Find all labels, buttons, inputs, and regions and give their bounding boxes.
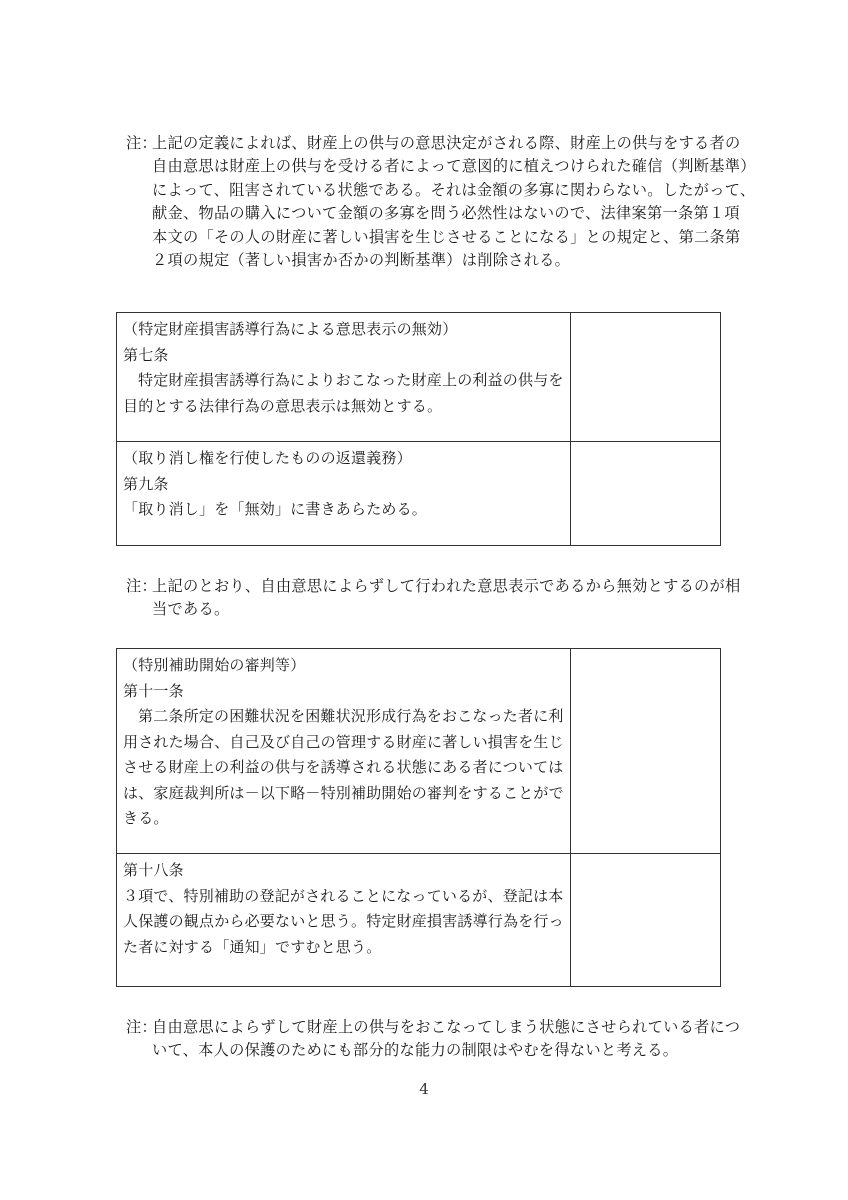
note-1-body (152, 132, 756, 272)
article-line: 目的とする法律行為の意思表示は無効とする。 (123, 396, 443, 415)
comment-cell (571, 649, 720, 853)
article-number: 第七条 (123, 345, 169, 364)
comment-cell (571, 442, 720, 545)
article-line: 第二条所定の困難状況を困難状況形成行為をおこなった者に利 (138, 707, 564, 725)
article-row-18 (117, 854, 720, 986)
article-line: ３項で、特別補助の登記がされることになっているが、登記は本 (123, 886, 564, 905)
note-1-line: 上記の定義によれば、財産上の供与の意思決定がされる際、財産上の供与をする者の (152, 134, 741, 152)
article-line: は、家庭裁判所は－以下略－特別補助開始の審判をすることがで (123, 783, 564, 802)
article-number: 第十一条 (123, 681, 184, 700)
note-1-line: 本文の「その人の財産に著しい損害を生じさせることになる」との規定と、第二条第 (152, 227, 741, 246)
comment-cell (571, 313, 720, 441)
article-line: た者に対する「通知」ですむと思う。 (123, 937, 382, 956)
article-line: させる財産上の利益の供与を誘導される状態にある者については (123, 758, 564, 776)
note-3 (126, 1016, 741, 1063)
page-number: 4 (419, 1080, 429, 1098)
note-1 (126, 132, 756, 272)
note-1-line: 自由意思は財産上の供与を受ける者によって意図的に植えつけられた確信（判断基準） (152, 157, 756, 176)
article-row-11 (117, 649, 720, 854)
article-row-7 (117, 313, 720, 442)
note-2-label: 注： (126, 577, 157, 595)
note-3-body (152, 1016, 741, 1063)
note-2 (126, 575, 741, 622)
article-text-cell (117, 649, 571, 853)
article-heading: （特別補助開始の審判等） (123, 656, 306, 674)
note-3-label: 注： (126, 1018, 157, 1036)
article-heading: （特定財産損害誘導行為による意思表示の無効） (123, 320, 458, 338)
note-1-line: 献金、物品の購入について金額の多寡を問う必然性はないので、法律案第一条第１項 (152, 204, 740, 223)
article-row-9 (117, 442, 720, 545)
note-3-line: いて、本人の保護のためにも部分的な能力の制限はやむを得ないと考える。 (152, 1041, 679, 1060)
note-2-body (152, 575, 741, 622)
note-1-line: によって、阻害されている状態である。それは金額の多寡に関わらない。したがって、 (152, 180, 756, 199)
article-table-1 (116, 312, 721, 546)
article-number: 第十八条 (123, 861, 184, 879)
note-3-line: 自由意思によらずして財産上の供与をおこなってしまう状態にさせられている者につ (152, 1018, 741, 1036)
article-line: 特定財産損害誘導行為によりおこなった財産上の利益の供与を (138, 371, 564, 389)
article-line: 人保護の観点から必要ないと思う。特定財産損害誘導行為を行っ (123, 912, 564, 930)
article-table-2 (116, 648, 721, 987)
article-heading: （取り消し権を行使したものの返還義務） (123, 449, 412, 467)
note-1-line: ２項の規定（著しい損害か否かの判断基準）は削除される。 (152, 251, 571, 270)
article-text-cell (117, 313, 571, 441)
article-line: きる。 (123, 809, 169, 827)
article-line: 用された場合、自己及び自己の管理する財産に著しい損害を生じ (123, 732, 564, 751)
comment-cell (571, 854, 720, 986)
note-1-label: 注： (126, 134, 157, 152)
article-text-cell (117, 442, 571, 545)
article-line: 「取り消し」を「無効」に書きあらためる。 (123, 500, 428, 518)
article-text-cell (117, 854, 571, 986)
article-number: 第九条 (123, 474, 169, 493)
note-2-line: 当である。 (152, 600, 230, 619)
note-2-line: 上記のとおり、自由意思によらずして行われた意思表示であるから無効とするのが相 (152, 577, 741, 595)
